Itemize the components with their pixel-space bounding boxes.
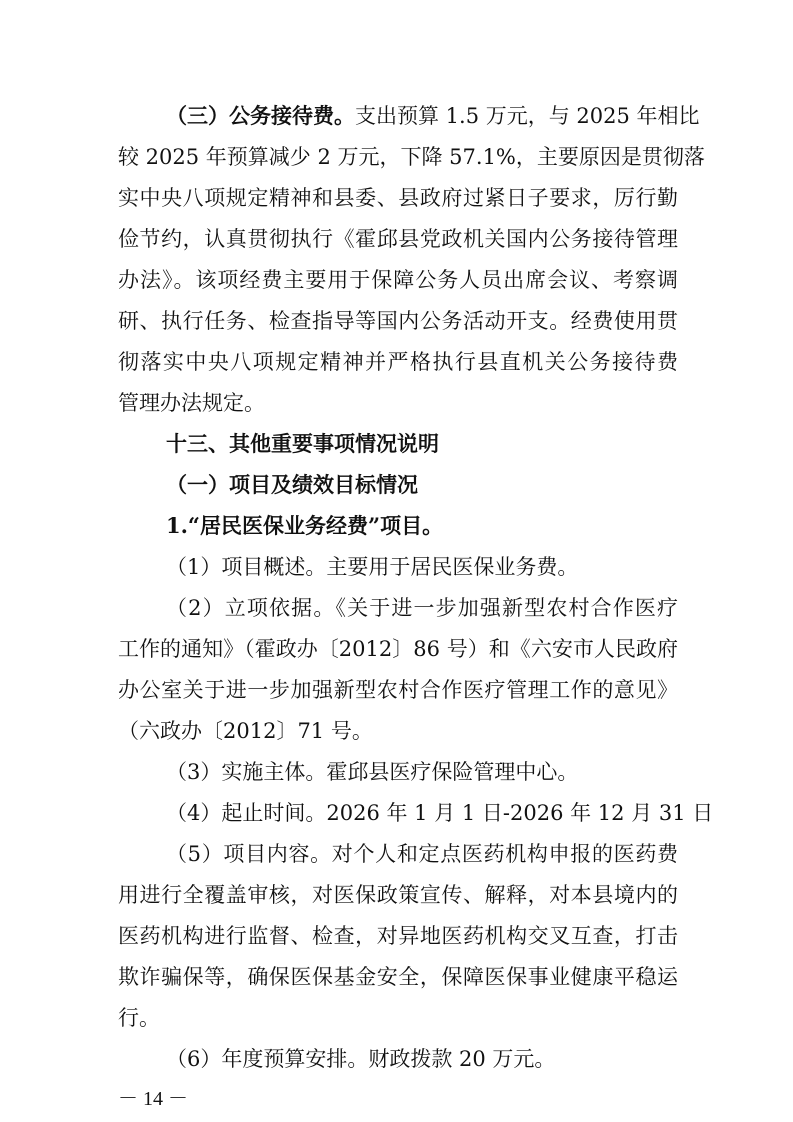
section-three-line-1 bbox=[166, 102, 700, 130]
paragraph-line: 较 2025 年预算减少 2 万元，下降 57.1%，主要原因是贯彻落 bbox=[118, 145, 705, 169]
item-content-line: 欺诈骗保等，确保医保基金安全，保障医保事业健康平稳运 bbox=[118, 965, 678, 989]
page-number: － 14 － bbox=[118, 1088, 188, 1110]
item-overview: （1）项目概述。主要用于居民医保业务费。 bbox=[166, 555, 579, 579]
item-content-line: 用进行全覆盖审核，对医保政策宣传、解释，对本县境内的 bbox=[118, 883, 678, 907]
item-basis-line: （六政办〔2012〕71 号。 bbox=[118, 719, 373, 743]
item-basis-line: 工作的通知》（霍政办〔2012〕86 号）和《六安市人民政府 bbox=[118, 637, 678, 661]
project-title: 1.“居民医保业务经费”项目。 bbox=[166, 513, 444, 538]
item-period: （4）起止时间。2026 年 1 月 1 日-2026 年 12 月 31 日 bbox=[166, 801, 714, 825]
paragraph-line: 实中央八项规定精神和县委、县政府过紧日子要求，厉行勤 bbox=[118, 186, 678, 210]
paragraph-line: 办法》。该项经费主要用于保障公务人员出席会议、考察调 bbox=[118, 268, 678, 292]
section-three-label: （三）公务接待费。 bbox=[166, 103, 355, 128]
item-content-line: （5）项目内容。对个人和定点医药机构申报的医药费 bbox=[166, 842, 678, 866]
subsection-heading: （一）项目及绩效目标情况 bbox=[166, 473, 418, 497]
section-three-text: 支出预算 1.5 万元，与 2025 年相比 bbox=[355, 104, 700, 128]
paragraph-line: 彻落实中央八项规定精神并严格执行县直机关公务接待费 bbox=[118, 350, 678, 374]
item-basis-line: （2）立项依据。《关于进一步加强新型农村合作医疗 bbox=[166, 596, 678, 620]
item-basis-line: 办公室关于进一步加强新型农村合作医疗管理工作的意见》 bbox=[118, 678, 678, 702]
section-heading-13: 十三、其他重要事项情况说明 bbox=[166, 432, 439, 456]
item-content-line: 行。 bbox=[118, 1006, 160, 1030]
paragraph-line: 研、执行任务、检查指导等国内公务活动开支。经费使用贯 bbox=[118, 309, 678, 333]
item-entity: （3）实施主体。霍邱县医疗保险管理中心。 bbox=[166, 760, 579, 784]
paragraph-line: 俭节约，认真贯彻执行《霍邱县党政机关国内公务接待管理 bbox=[118, 227, 678, 251]
paragraph-line: 管理办法规定。 bbox=[118, 391, 265, 415]
item-budget: （6）年度预算安排。财政拨款 20 万元。 bbox=[166, 1047, 556, 1071]
item-content-line: 医药机构进行监督、检查，对异地医药机构交叉互查，打击 bbox=[118, 924, 678, 948]
